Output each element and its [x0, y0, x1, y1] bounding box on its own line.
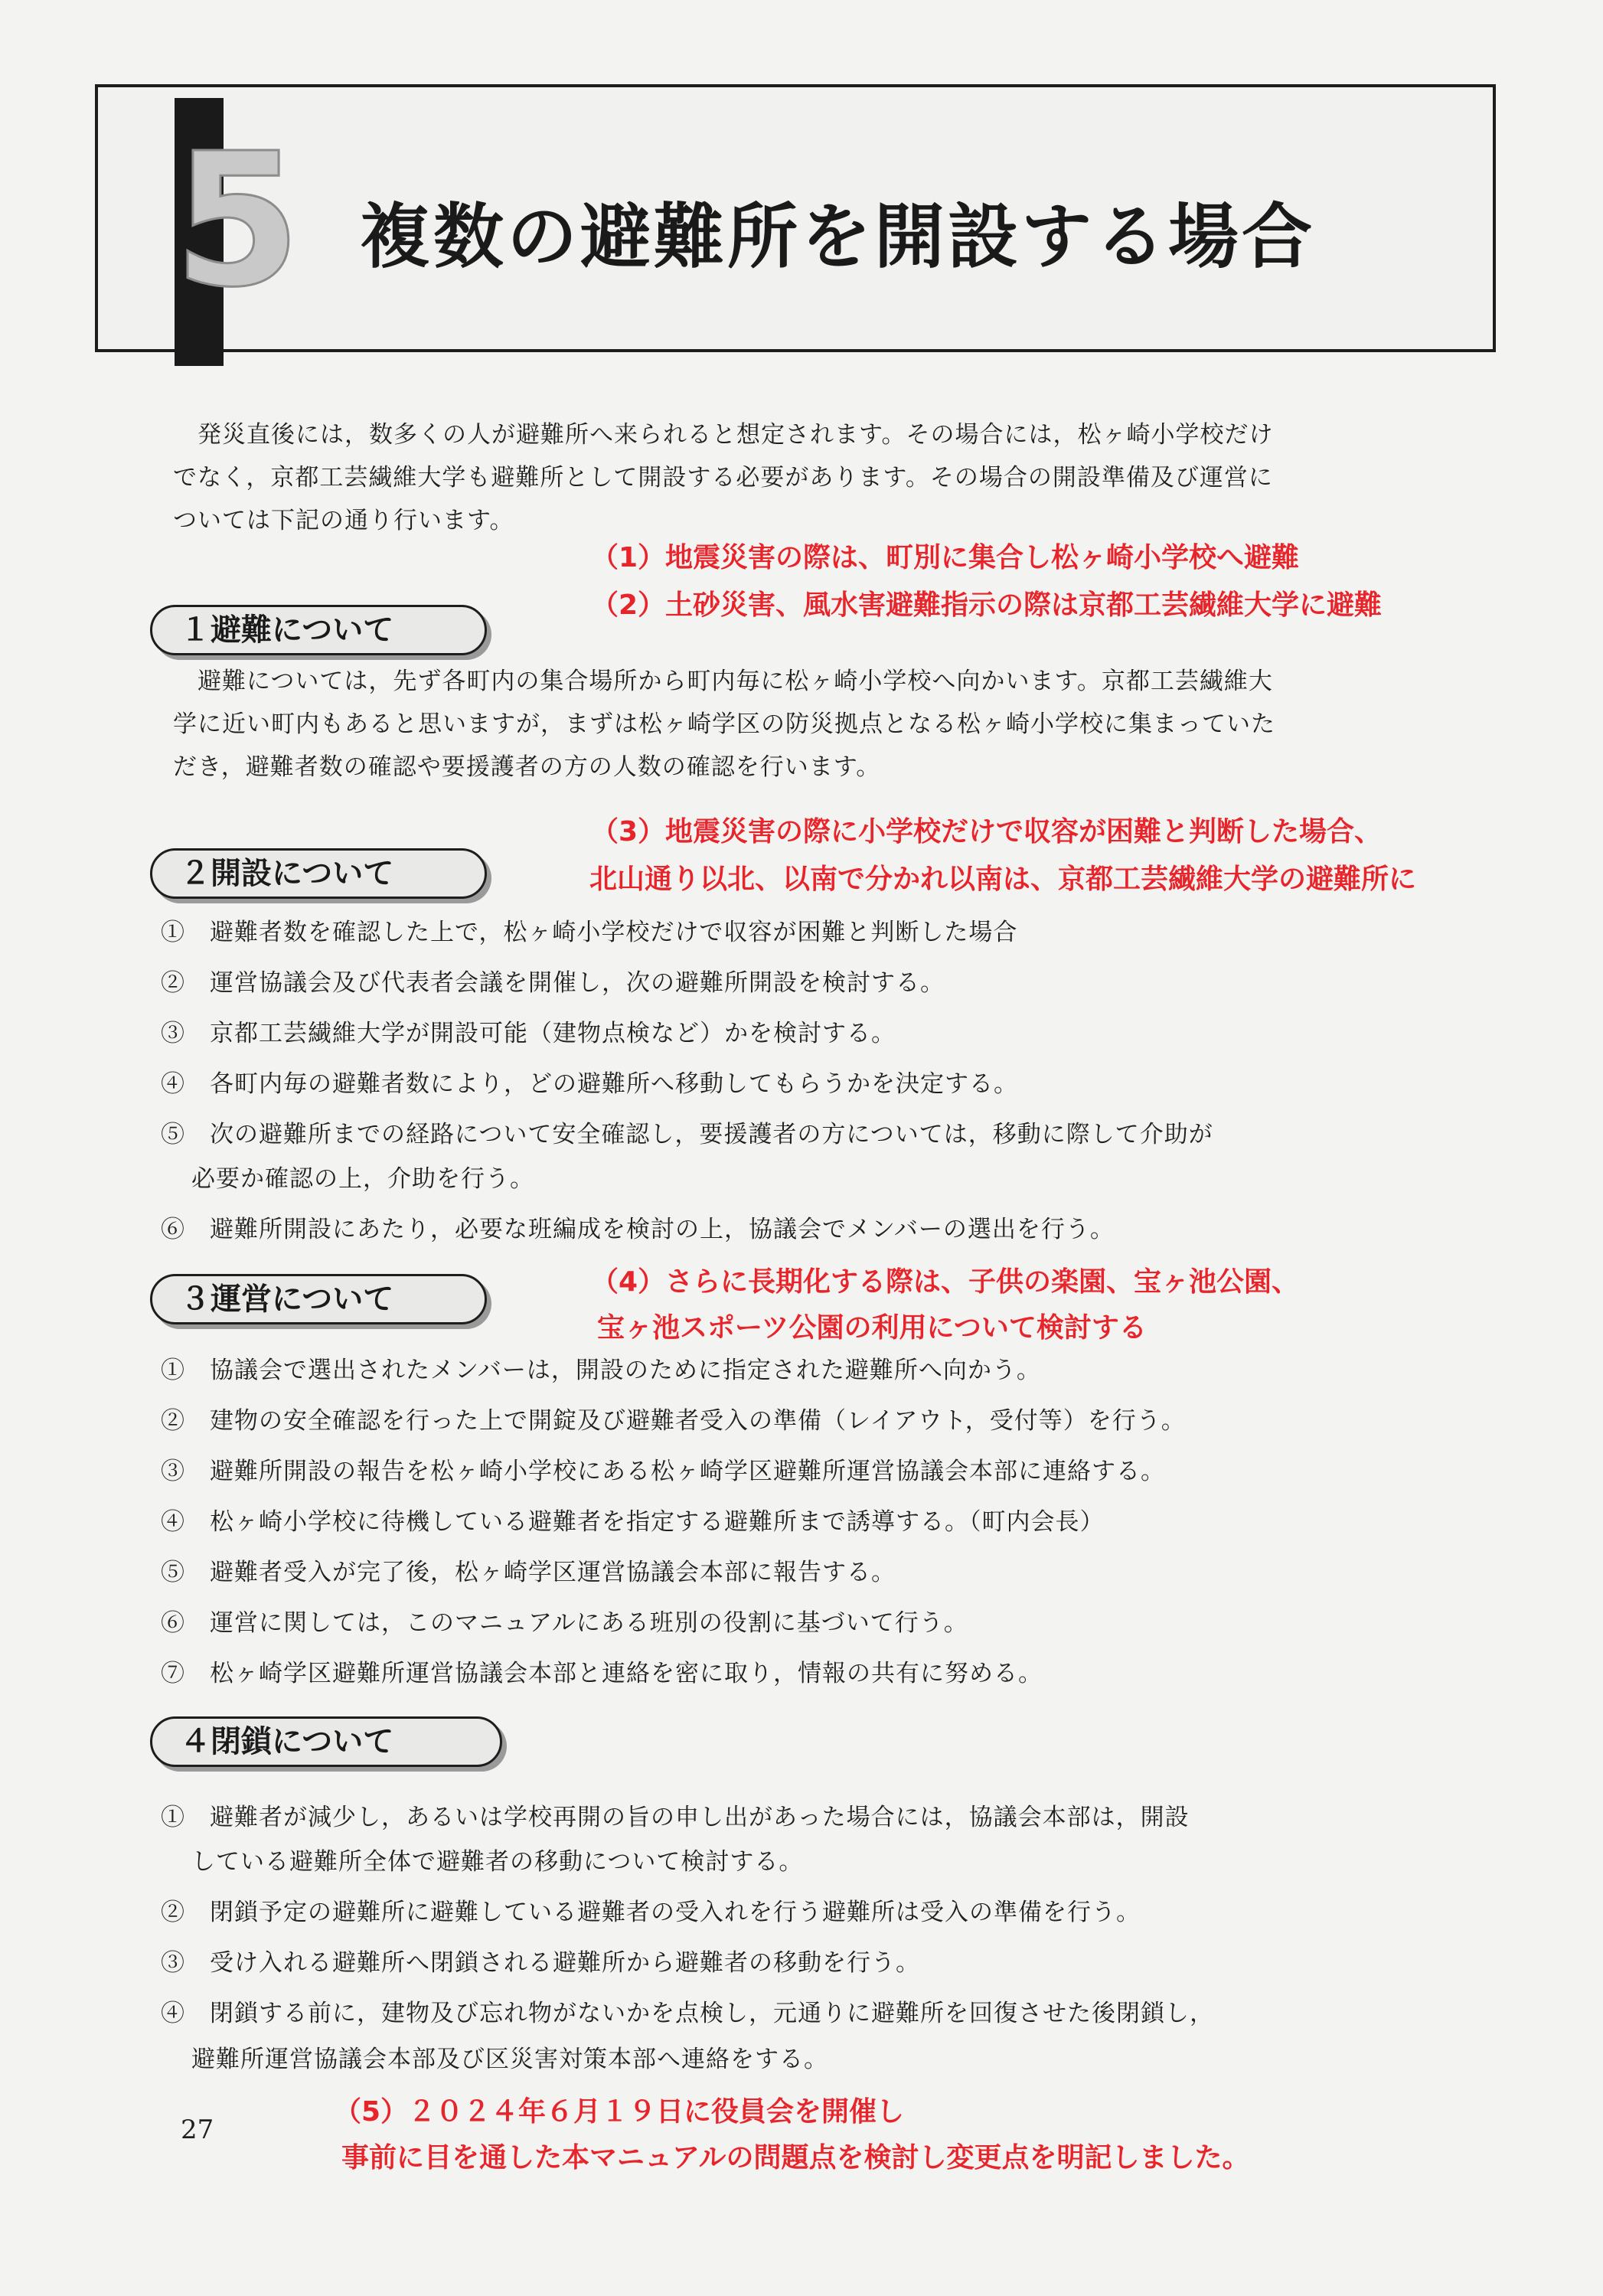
opening-item-6: ⑥ 避難所開設にあたり，必要な班編成を検討の上，協議会でメンバーの選出を行う。 [161, 1216, 1115, 1243]
page-number: 27 [181, 2115, 214, 2145]
operation-item-5: ⑤ 避難者受入が完了後，松ヶ崎学区運営協議会本部に報告する。 [161, 1559, 896, 1586]
annotation-5-cont: 事前に目を通した本マニュアルの問題点を検討し変更点を明記しました。 [341, 2142, 1250, 2174]
section1-line: 学に近い町内もあると思いますが，まずは松ヶ崎学区の防災拠点となる松ヶ崎小学校に集まっていた [173, 710, 1275, 738]
closing-item-4: ④ 閉鎖する前に，建物及び忘れ物がないかを点検し，元通りに避難所を回復させた後閉鎖し， [161, 2000, 1214, 2027]
section1-line: だき，避難者数の確認や要援護者の方の人数の確認を行います。 [173, 753, 881, 781]
annotation-4: （4）さらに長期化する際は、子供の楽園、宝ヶ池公園、 [591, 1266, 1300, 1298]
operation-item-7: ⑦ 松ヶ崎学区避難所運営協議会本部と連絡を密に取り，情報の共有に努める。 [161, 1660, 1043, 1687]
annotation-5: （5）２０２４年６月１９日に役員会を開催し [334, 2096, 905, 2128]
opening-item-4: ④ 各町内毎の避難者数により，どの避難所へ移動してもらうかを決定する。 [161, 1070, 1018, 1098]
section1-paragraph [173, 660, 1275, 789]
annotation-3-cont: 北山通り以北、以南で分かれ以南は、京都工芸繊維大学の避難所に [589, 864, 1417, 895]
closing-item-1-cont: している避難所全体で避難者の移動について検討する。 [191, 1848, 804, 1876]
closing-item-3: ③ 受け入れる避難所へ閉鎖される避難所から避難者の移動を行う。 [161, 1949, 920, 1977]
closing-item-2: ② 閉鎖予定の避難所に避難している避難者の受入れを行う避難所は受入の準備を行う。 [161, 1899, 1141, 1926]
closing-item-4-cont: 避難所運営協議会本部及び区災害対策本部へ連絡をする。 [191, 2046, 828, 2073]
intro-line: ついては下記の通り行います。 [173, 507, 514, 534]
opening-item-5-cont: 必要か確認の上，介助を行う。 [191, 1165, 534, 1193]
page-title: 複数の避難所を開設する場合 [360, 196, 1316, 278]
intro-line: でなく，京都工芸繊維大学も避難所として開設する必要があります。その場合の開設準備及び運営に [173, 464, 1273, 492]
annotation-2: （2）土砂災害、風水害避難指示の際は京都工芸繊維大学に避難 [591, 590, 1383, 621]
operation-item-3: ③ 避難所開設の報告を松ヶ崎小学校にある松ヶ崎学区避難所運営協議会本部に連絡する。 [161, 1458, 1165, 1485]
section-heading-evacuation: １避難について [150, 605, 487, 655]
section1-line: 避難については，先ず各町内の集合場所から町内毎に松ヶ崎小学校へ向かいます。京都工芸繊維大 [198, 668, 1273, 695]
operation-item-6: ⑥ 運営に関しては，このマニュアルにある班別の役割に基づいて行う。 [161, 1609, 968, 1637]
section-heading-operation: ３運営について [150, 1274, 487, 1324]
section-heading-opening: ２開設について [150, 848, 487, 899]
annotation-4-cont: 宝ヶ池スポーツ公園の利用について検討する [597, 1312, 1147, 1344]
operation-item-1: ① 協議会で選出されたメンバーは，開設のために指定された避難所へ向かう。 [161, 1357, 1041, 1384]
opening-item-5: ⑤ 次の避難所までの経路について安全確認し，要援護者の方については，移動に際して介助が [161, 1121, 1213, 1148]
operation-item-2: ② 建物の安全確認を行った上で開錠及び避難者受入の準備（レイアウト，受付等）を行う。 [161, 1407, 1186, 1435]
annotation-3: （3）地震災害の際に小学校だけで収容が困難と判断した場合、 [591, 816, 1383, 848]
section-heading-closing: ４閉鎖について [150, 1716, 502, 1767]
intro-line: 発災直後には，数多くの人が避難所へ来られると想定されます。その場合には，松ヶ崎小学校だけ [198, 421, 1274, 449]
chapter-number: 5 [173, 113, 302, 328]
closing-item-1: ① 避難者が減少し，あるいは学校再開の旨の申し出があった場合には，協議会本部は，開設 [161, 1804, 1190, 1831]
opening-item-1: ① 避難者数を確認した上で，松ヶ崎小学校だけで収容が困難と判断した場合 [161, 919, 1018, 946]
intro-paragraph [173, 413, 1274, 542]
annotation-1: （1）地震災害の際は、町別に集合し松ヶ崎小学校へ避難 [591, 542, 1300, 573]
operation-item-4: ④ 松ヶ崎小学校に待機している避難者を指定する避難所まで誘導する。（町内会長） [161, 1508, 1105, 1536]
opening-item-3: ③ 京都工芸繊維大学が開設可能（建物点検など）かを検討する。 [161, 1020, 896, 1047]
opening-item-2: ② 運営協議会及び代表者会議を開催し，次の避難所開設を検討する。 [161, 969, 945, 997]
